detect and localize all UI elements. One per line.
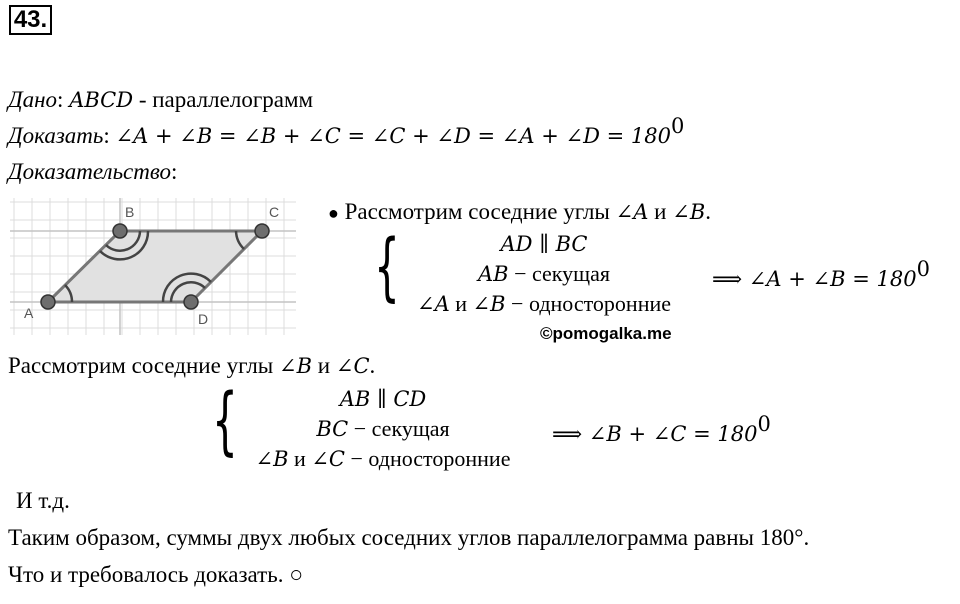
label-c: C	[269, 204, 280, 220]
step2-line2	[218, 414, 548, 444]
step1-angle2: ∠B	[672, 200, 706, 224]
problem-number: 43.	[9, 5, 52, 35]
step1-line3-math2: ∠B	[472, 292, 506, 316]
step2-line1: AB ∥ CD	[339, 387, 427, 411]
step1-intro-text: Рассмотрим соседние углы	[344, 199, 616, 224]
step1-dot: .	[705, 199, 711, 224]
given-text: - параллелограмм	[133, 87, 314, 112]
step1-and: и	[648, 199, 673, 224]
step1-system	[381, 229, 707, 319]
step2-intro-text: Рассмотрим соседние углы	[8, 353, 280, 378]
prove-line	[8, 114, 685, 150]
step2-arrow: ⟹	[552, 422, 583, 446]
step2-line2-math: BC	[316, 417, 349, 441]
proof-line	[8, 158, 177, 186]
bullet: ●	[328, 203, 339, 223]
parallelogram-figure	[8, 190, 308, 340]
step2-system	[218, 384, 548, 474]
step2-line3-text: − односторонние	[345, 446, 511, 471]
prove-sup: 0	[670, 114, 685, 138]
prove-label: Доказать	[8, 123, 104, 148]
step2-line3-math2: ∠C	[311, 447, 345, 471]
step1-line3-math1: ∠A	[416, 292, 450, 316]
step2-result-math: ∠B + ∠C = 180	[582, 422, 758, 446]
prove-math: ∠A + ∠B = ∠B + ∠C = ∠C + ∠D = ∠A + ∠D = 180	[115, 124, 671, 148]
label-d: D	[198, 311, 209, 327]
step1-line2	[381, 259, 707, 289]
given-math: ABCD	[69, 88, 134, 112]
step1-brace: {	[374, 224, 400, 310]
step2-angle1: ∠B	[279, 354, 313, 378]
proof-label: Доказательство	[8, 159, 172, 184]
step2-line3	[218, 444, 548, 474]
step1-line3-and: и	[449, 291, 473, 316]
step2-line3-and: и	[288, 446, 312, 471]
step2-result-sup: 0	[757, 412, 771, 436]
label-a: A	[24, 305, 34, 321]
qed-text: Что и требовалось доказать. ○	[8, 562, 304, 587]
step1-arrow: ⟹	[712, 267, 743, 291]
conclusion-text: Таким образом, суммы двух любых соседних углов параллелограмма равны 180°.	[8, 525, 810, 550]
prove-colon: :	[103, 123, 110, 148]
vertex-a	[41, 295, 55, 309]
step2-brace: {	[212, 378, 238, 464]
given-line	[8, 86, 313, 114]
step1-angle1: ∠A	[615, 200, 649, 224]
label-b: B	[125, 204, 135, 220]
step1-line2-math: AB	[477, 262, 509, 286]
step2-dot: .	[369, 353, 376, 378]
step1-result	[712, 257, 930, 293]
watermark: ©pomogalka.me	[540, 324, 672, 343]
step1-result-sup: 0	[916, 257, 930, 281]
step2-result	[552, 412, 771, 448]
step1-line2-text: − секущая	[508, 261, 610, 286]
given-colon: :	[57, 87, 64, 112]
proof-colon: :	[171, 159, 178, 184]
step2-intro	[8, 352, 375, 380]
step2-line3-math1: ∠B	[255, 447, 289, 471]
step1-intro	[328, 198, 711, 227]
given-label: Дано	[8, 87, 58, 112]
vertex-b	[113, 224, 127, 238]
step2-angle2: ∠C	[335, 354, 370, 378]
step1-result-math: ∠A + ∠B = 180	[742, 267, 917, 291]
etc-text: И т.д.	[16, 488, 70, 513]
step1-line1: AD ∥ BC	[500, 232, 588, 256]
vertex-c	[255, 224, 269, 238]
step1-line3-text: − односторонние	[505, 291, 672, 316]
vertex-d	[184, 295, 198, 309]
step1-line3	[381, 289, 707, 319]
step2-and: и	[312, 353, 336, 378]
step2-line2-text: − секущая	[348, 416, 450, 441]
